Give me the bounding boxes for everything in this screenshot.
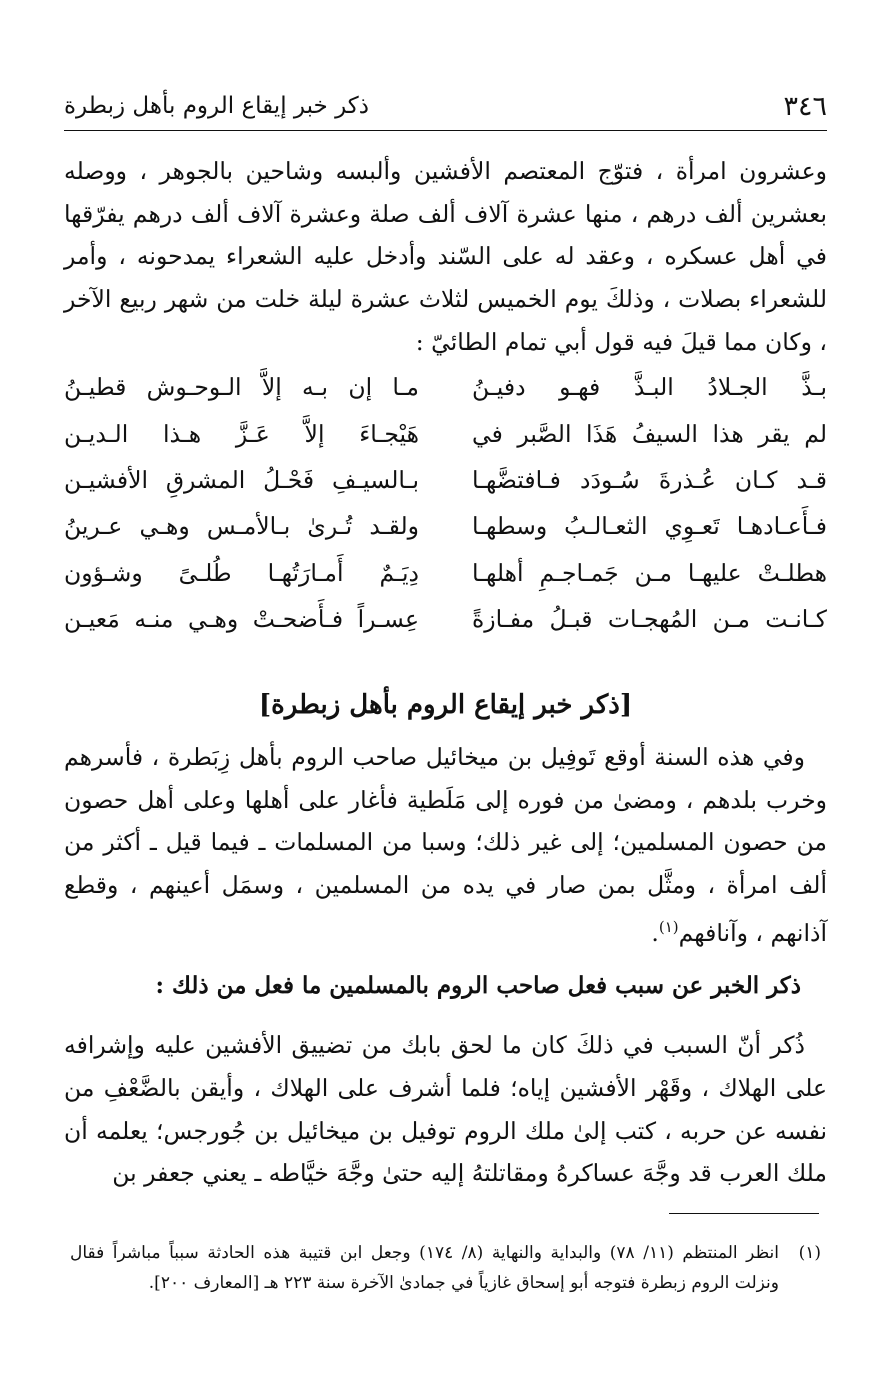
verse-first-hemistich: قـد كـان عُـذرةَ سُـودَد فـافتضَّهـا <box>472 465 827 494</box>
section-heading: [ذكر خبر إيقاع الروم بأهل زبطرة] <box>258 690 633 720</box>
poem <box>64 364 827 642</box>
subsection-text: ذُكر أنّ السبب في ذلكَ كان ما لحق بابك من تضييق الأفشين عليه وإشرافه على الهلاك ، وقَهْر الأفشين إياه؛ فلما أشرف على الهلاك ، وأيقن بالضَّعْفِ من نفسه عن حربه ، كتب إلىٰ ملك الروم توفيل بن ميخائيل بن جُورجس؛ يعلمه أن ملك العرب قد وجَّهَ عساكرهُ ومقاتلتهُ إليه حتىٰ وجَّهَ خيَّاطه ـ يعني جعفر بن <box>64 1031 827 1188</box>
verse-first-hemistich: فـأَعـادهـا تَعـوِي الثعـالـبُ وسطهـا <box>472 512 827 541</box>
poem-verse <box>64 596 827 642</box>
section-closing: . <box>651 918 659 947</box>
footnote-number: (١) <box>798 1243 821 1263</box>
page-number: ٣٤٦ <box>783 90 827 122</box>
poem-verse <box>64 550 827 596</box>
footnote-reference[interactable]: (١) <box>658 918 679 936</box>
section-text-block <box>64 736 827 954</box>
verse-second-hemistich: دِيَـمٌ أَمـارَتُهـا طُلـىً وشـؤون <box>64 558 419 587</box>
verse-first-hemistich: بـذَّ الجـلادُ البـذَّ فهـو دفيـنُ <box>472 373 827 402</box>
footnote <box>70 1238 821 1298</box>
verse-first-hemistich: هطلـتْ عليهـا مـن جَمـاجـمِ أهلهـا <box>472 558 827 587</box>
section-text: وفي هذه السنة أوقع تَوفِيل بن ميخائيل صاحب الروم بأهل زِبَطرة ، فأسرهم وخرب بلدهم ، ومضىٰ من فوره إلى مَلَطية فأغار على أهلها وعلى أهل حصون من حصون المسلمين؛ إلى غير ذلك؛ وسبا من المسلمات ـ فيما قيل ـ أكثر من ألف امرأة ، ومثَّل بمن صار في يده من المسلمين ، وسمَل أعينهم ، وقطع آذانهم ، وآنافهم <box>64 743 827 947</box>
verse-first-hemistich: لم يقر هذا السيفُ هَذَا الصَّبر في <box>472 419 827 448</box>
subsection-paragraph <box>64 1024 827 1195</box>
verse-second-hemistich: بـالسيـفِ فَحْـلُ المشرقِ الأفشيـن <box>64 465 419 494</box>
running-title: ذكر خبر إيقاع الروم بأهل زبطرة <box>64 93 369 119</box>
poem-verse <box>64 364 827 410</box>
footnotes <box>70 1238 821 1298</box>
opening-text: وعشرون امرأة ، فتوّج المعتصم الأفشين وألبسه وشاحين بالجوهر ، ووصله بعشرين ألف درهم ، منها عشرة آلاف ألف صلة وعشرة آلاف ألف درهم يفرّقها في أهل عسكره ، وعقد له على السّند وأدخل عليه الشعراء يمدحونه ، وأمر للشعراء بصلات ، وذلكَ يوم الخميس لثلاث عشرة ليلة خلت من شهر ربيع الآخر ، وكان مما قيلَ فيه قول أبي تمام الطائيّ : <box>64 157 827 356</box>
verse-second-hemistich: مـا إن بـه إلاَّ الـوحـوش قطيـنُ <box>64 373 419 402</box>
subsection-heading: ذكر الخبر عن سبب فعل صاحب الروم بالمسلمين ما فعل من ذلك : <box>155 972 801 999</box>
verse-second-hemistich: عِسـراً فـأَضحـتْ وهـي منـه مَعيـن <box>64 605 419 634</box>
poem-verse <box>64 410 827 456</box>
verse-first-hemistich: كـانـت مـن المُهجـات قبـلُ مفـازةً <box>472 605 827 634</box>
verse-second-hemistich: ولقـد تُـرىٰ بـالأمـس وهـي عـرينُ <box>64 512 419 541</box>
poem-verse <box>64 503 827 549</box>
section-paragraph <box>64 736 827 954</box>
verse-second-hemistich: هَيْجـاءَ إلاَّ عَـزَّ هـذا الـديـن <box>64 419 419 448</box>
opening-paragraph <box>64 150 827 364</box>
footnote-text: انظر المنتظم (١١/ ٧٨) والبداية والنهاية (٨/ ١٧٤) وجعل ابن قتيبة هذه الحادثة سبباً مباشراً فقال ونزلت الروم زبطرة فتوجه أبو إسحاق غازياً في جمادىٰ الآخرة سنة ٢٢٣ هـ [المعارف ٢٠٠]. <box>70 1243 779 1293</box>
footnote-divider <box>669 1213 819 1214</box>
poem-verse <box>64 457 827 503</box>
running-header <box>64 82 827 131</box>
